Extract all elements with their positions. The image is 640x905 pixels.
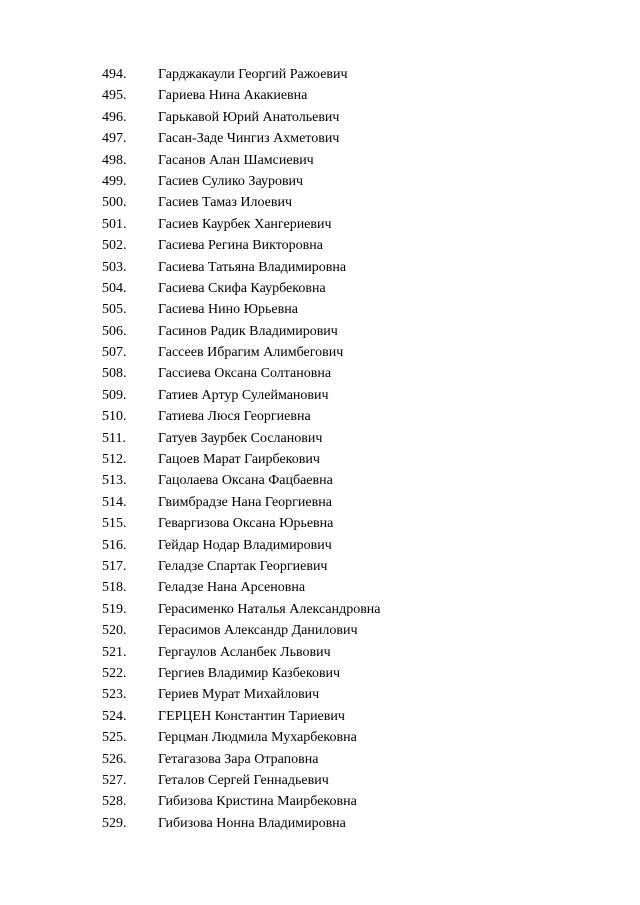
entry-number: 513. — [102, 473, 127, 489]
entry-number: 523. — [102, 687, 127, 703]
entry-name: Гарькавой Юрий Анатольевич — [158, 109, 340, 125]
list-item — [102, 107, 582, 128]
list-item — [102, 706, 582, 727]
entry-name: Гибизова Кристина Маирбековна — [158, 794, 357, 810]
entry-name: Гацоев Марат Гаирбекович — [158, 452, 320, 468]
list-item — [102, 492, 582, 513]
list-item — [102, 620, 582, 641]
entry-name: Гергиев Владимир Казбекович — [158, 665, 341, 681]
entry-number: 502. — [102, 238, 127, 254]
entry-number: 518. — [102, 580, 127, 596]
entry-number: 519. — [102, 601, 127, 617]
list-item — [102, 663, 582, 684]
list-item — [102, 470, 582, 491]
entry-number: 497. — [102, 131, 127, 147]
entry-number: 500. — [102, 195, 127, 211]
entry-name: Гарджакаули Георгий Ражоевич — [158, 67, 348, 82]
list-item — [102, 535, 582, 556]
list-item — [102, 192, 582, 213]
entry-number: 494. — [102, 67, 127, 82]
entry-name: Герасимов Александр Данилович — [158, 623, 358, 639]
entry-number: 496. — [102, 109, 127, 125]
entry-name: Гатиев Артур Сулейманович — [158, 387, 329, 403]
entry-number: 528. — [102, 794, 127, 810]
list-item — [102, 214, 582, 235]
entry-number: 517. — [102, 558, 127, 574]
entry-number: 514. — [102, 494, 127, 510]
entry-name: Герасименко Наталья Александровна — [158, 601, 381, 617]
entry-name: Гибизова Нонна Владимировна — [158, 815, 346, 831]
list-item — [102, 770, 582, 791]
entry-name: Геваргизова Оксана Юрьевна — [158, 516, 334, 532]
list-item — [102, 321, 582, 342]
entry-number: 522. — [102, 665, 127, 681]
entry-number: 529. — [102, 815, 127, 831]
entry-number: 512. — [102, 452, 127, 468]
entry-name: Гасиев Сулико Заурович — [158, 173, 304, 189]
entry-name: Гацолаева Оксана Фацбаевна — [158, 473, 333, 489]
list-item — [102, 513, 582, 534]
list-item — [102, 642, 582, 663]
list-item — [102, 85, 582, 106]
entry-number: 505. — [102, 302, 127, 318]
list-item — [102, 556, 582, 577]
entry-number: 511. — [102, 430, 126, 446]
entry-name: Гасинов Радик Владимирович — [158, 323, 338, 339]
entry-number: 509. — [102, 387, 127, 403]
list-item — [102, 749, 582, 770]
entry-name: Гасиев Каурбек Хангериевич — [158, 216, 332, 232]
list-item — [102, 577, 582, 598]
entry-number: 510. — [102, 409, 127, 425]
list-item — [102, 599, 582, 620]
name-list — [102, 64, 582, 834]
list-item — [102, 813, 582, 834]
entry-name: Гвимбрадзе Нана Георгиевна — [158, 494, 332, 510]
list-item — [102, 278, 582, 299]
entry-name: Гатуев Заурбек Сосланович — [158, 430, 323, 446]
list-item — [102, 128, 582, 149]
entry-number: 525. — [102, 730, 127, 746]
entry-number: 501. — [102, 216, 127, 232]
entry-name: Геталов Сергей Геннадьевич — [158, 772, 329, 788]
entry-number: 521. — [102, 644, 127, 660]
entry-number: 524. — [102, 708, 127, 724]
entry-name: Гасиев Тамаз Илоевич — [158, 195, 293, 211]
list-item — [102, 449, 582, 470]
entry-number: 499. — [102, 173, 127, 189]
entry-number: 516. — [102, 537, 127, 553]
list-item — [102, 684, 582, 705]
entry-number: 504. — [102, 280, 127, 296]
list-item — [102, 150, 582, 171]
list-item — [102, 727, 582, 748]
list-item — [102, 406, 582, 427]
entry-number: 515. — [102, 516, 127, 532]
list-item — [102, 171, 582, 192]
entry-number: 503. — [102, 259, 127, 275]
list-item — [102, 428, 582, 449]
list-item — [102, 342, 582, 363]
list-item — [102, 385, 582, 406]
entry-name: Гасанов Алан Шамсиевич — [158, 152, 314, 168]
list-item — [102, 235, 582, 256]
entry-name: Геладзе Нана Арсеновна — [158, 580, 306, 596]
entry-name: Гассиева Оксана Солтановна — [158, 366, 332, 382]
entry-name: Гетагазова Зара Отраповна — [158, 751, 319, 767]
list-item — [102, 64, 582, 85]
entry-name: Гариева Нина Акакиевна — [158, 88, 308, 104]
entry-number: 506. — [102, 323, 127, 339]
entry-name: Геладзе Спартак Георгиевич — [158, 558, 328, 574]
entry-name: Гериев Мурат Михайлович — [158, 687, 320, 703]
entry-name: Гатиева Люся Георгиевна — [158, 409, 311, 425]
entry-name: Гергаулов Асланбек Львович — [158, 644, 331, 660]
entry-name: Гасиева Регина Викторовна — [158, 238, 323, 254]
list-item — [102, 791, 582, 812]
entry-name: Гейдар Нодар Владимирович — [158, 537, 332, 553]
entry-name: Гассеев Ибрагим Алимбегович — [158, 345, 344, 361]
entry-name: Гасан-Заде Чингиз Ахметович — [158, 131, 340, 147]
list-item — [102, 299, 582, 320]
entry-name: Гасиева Татьяна Владимировна — [158, 259, 347, 275]
list-item — [102, 363, 582, 384]
entry-number: 520. — [102, 623, 127, 639]
entry-number: 508. — [102, 366, 127, 382]
entry-name: ГЕРЦЕН Константин Тариевич — [158, 708, 345, 724]
entry-name: Герцман Людмила Мухарбековна — [158, 730, 357, 746]
entry-name: Гасиева Нино Юрьевна — [158, 302, 298, 318]
list-item — [102, 257, 582, 278]
entry-number: 526. — [102, 751, 127, 767]
entry-number: 498. — [102, 152, 127, 168]
entry-number: 507. — [102, 345, 127, 361]
entry-number: 495. — [102, 88, 127, 104]
entry-name: Гасиева Скифа Каурбековна — [158, 280, 326, 296]
entry-number: 527. — [102, 772, 127, 788]
